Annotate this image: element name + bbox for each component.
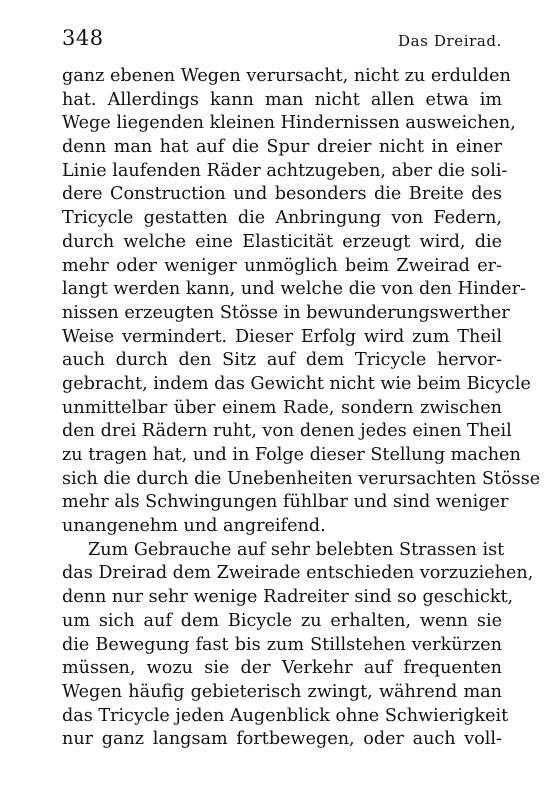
text-line: gebracht, indem das Gewicht nicht wie beim Bicycle (62, 373, 531, 394)
text-line: das Tricycle jeden Augenblick ohne Schwierigkeit (62, 705, 509, 726)
text-line: Tricycle gestatten die Anbringung von Federn, (62, 208, 502, 229)
text-line: auch durch den Sitz auf dem Tricycle hervor- (62, 350, 502, 371)
text-line: das Dreirad dem Zweirade entschieden vorzuziehen, (62, 563, 534, 584)
text-line: durch welche eine Elasticität erzeugt wird, die (62, 231, 502, 252)
text-line: mehr oder weniger unmöglich beim Zweirad er- (62, 255, 502, 276)
page-header (62, 26, 502, 56)
text-line: Zum Gebrauche auf sehr belebten Strassen ist (88, 539, 505, 560)
text-line: nissen erzeugten Stösse in bewunderungswerther (62, 302, 510, 323)
text-line: Linie laufenden Räder achtzugeben, aber die soli- (62, 160, 508, 181)
text-line: den drei Rädern ruht, von denen jedes einen Theil (62, 421, 512, 442)
text-line: Wege liegenden kleinen Hindernissen ausweichen, (62, 113, 516, 134)
text-line: unmittelbar über einem Rade, sondern zwischen (62, 397, 502, 418)
page-number: 348 (62, 26, 104, 50)
text-line: langt werden kann, und welche die von den Hinder- (62, 279, 526, 300)
text-line: Wegen häufig gebieterisch zwingt, während man (62, 681, 502, 702)
text-line: müssen, wozu sie der Verkehr auf frequenten (62, 658, 502, 679)
text-line: nur ganz langsam fortbewegen, oder auch voll- (62, 729, 502, 750)
text-line: dere Construction und besonders die Breite des (62, 184, 502, 205)
text-line: zu tragen hat, und in Folge dieser Stellung machen (62, 445, 521, 465)
text-line: um sich auf dem Bicycle zu erhalten, wenn sie (62, 610, 502, 631)
body-text (62, 65, 541, 752)
running-head: Das Dreirad. (398, 32, 502, 50)
text-line: die Bewegung fast bis zum Stillstehen verkürzen (62, 634, 502, 655)
text-line: unangenehm und angreifend. (62, 516, 326, 537)
text-line: hat. Allerdings kann man nicht allen etwa im (62, 89, 502, 110)
text-line: denn man hat auf die Spur dreier nicht in einer (62, 137, 502, 158)
text-line: ganz ebenen Wegen verursacht, nicht zu erdulden (62, 66, 511, 86)
text-line: Weise vermindert. Dieser Erfolg wird zum Theil (62, 326, 502, 347)
text-line: mehr als Schwingungen fühlbar und sind weniger (62, 492, 509, 513)
text-line: sich die durch die Unebenheiten verursachten Stösse (62, 468, 541, 489)
text-line: denn nur sehr wenige Radreiter sind so geschickt, (62, 587, 514, 608)
